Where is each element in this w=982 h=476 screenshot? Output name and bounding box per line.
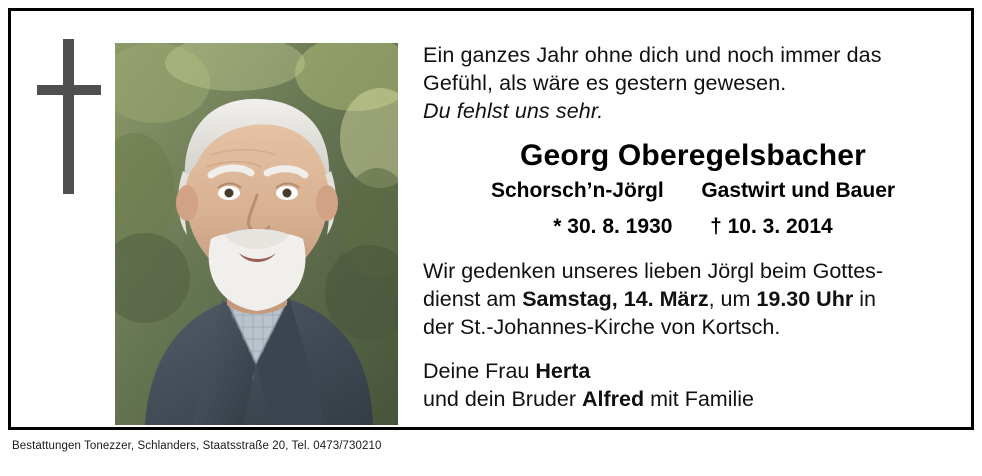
service-line-2 — [423, 285, 963, 313]
life-dates — [423, 215, 963, 239]
intro-text — [423, 41, 963, 125]
intro-line-1: Ein ganzes Jahr ohne dich und noch immer das — [423, 43, 882, 67]
funeral-home-footer: Bestattungen Tonezzer, Schlanders, Staatsstraße 20, Tel. 0473/730210 — [12, 440, 382, 452]
service-time: 19.30 Uhr — [756, 287, 854, 311]
deceased-name: Georg Oberegelsbacher — [520, 139, 866, 172]
widow-name: Herta — [535, 359, 591, 383]
deceased-subtitle — [423, 179, 963, 203]
service-line-3: der St.-Johannes-Kirche von Kortsch. — [423, 315, 781, 339]
service-line-2-pre: dienst am — [423, 287, 523, 311]
closing-line-1-pre: Deine Frau — [423, 359, 536, 383]
intro-italic-line: Du fehlst uns sehr. — [423, 99, 604, 123]
closing-line-2 — [423, 385, 963, 413]
birth-date: * 30. 8. 1930 — [553, 215, 673, 238]
deceased-occupation: Gastwirt und Bauer — [701, 179, 896, 202]
closing-line-2-post: mit Familie — [644, 387, 755, 411]
intro-line-2: Gefühl, als wäre es gestern gewesen. — [423, 71, 787, 95]
cross-vertical-bar — [63, 39, 74, 194]
brother-name: Alfred — [581, 387, 645, 411]
service-text — [423, 257, 963, 341]
service-line-2-post: in — [853, 287, 876, 311]
notice-frame — [8, 8, 974, 430]
closing-line-1 — [423, 357, 963, 385]
death-date: † 10. 3. 2014 — [710, 215, 833, 238]
cross-horizontal-bar — [37, 85, 101, 95]
notice-text-column — [423, 41, 963, 431]
closing-text — [423, 357, 963, 413]
service-date: Samstag, 14. März — [522, 287, 709, 311]
deceased-nickname: Schorsch’n-Jörgl — [490, 179, 664, 202]
closing-line-2-pre: und dein Bruder — [423, 387, 582, 411]
service-line-2-mid: , um — [708, 287, 757, 311]
service-line-1: Wir gedenken unseres lieben Jörgl beim Gottes- — [423, 259, 884, 283]
cross-icon — [31, 31, 109, 431]
portrait-photo — [115, 43, 398, 425]
